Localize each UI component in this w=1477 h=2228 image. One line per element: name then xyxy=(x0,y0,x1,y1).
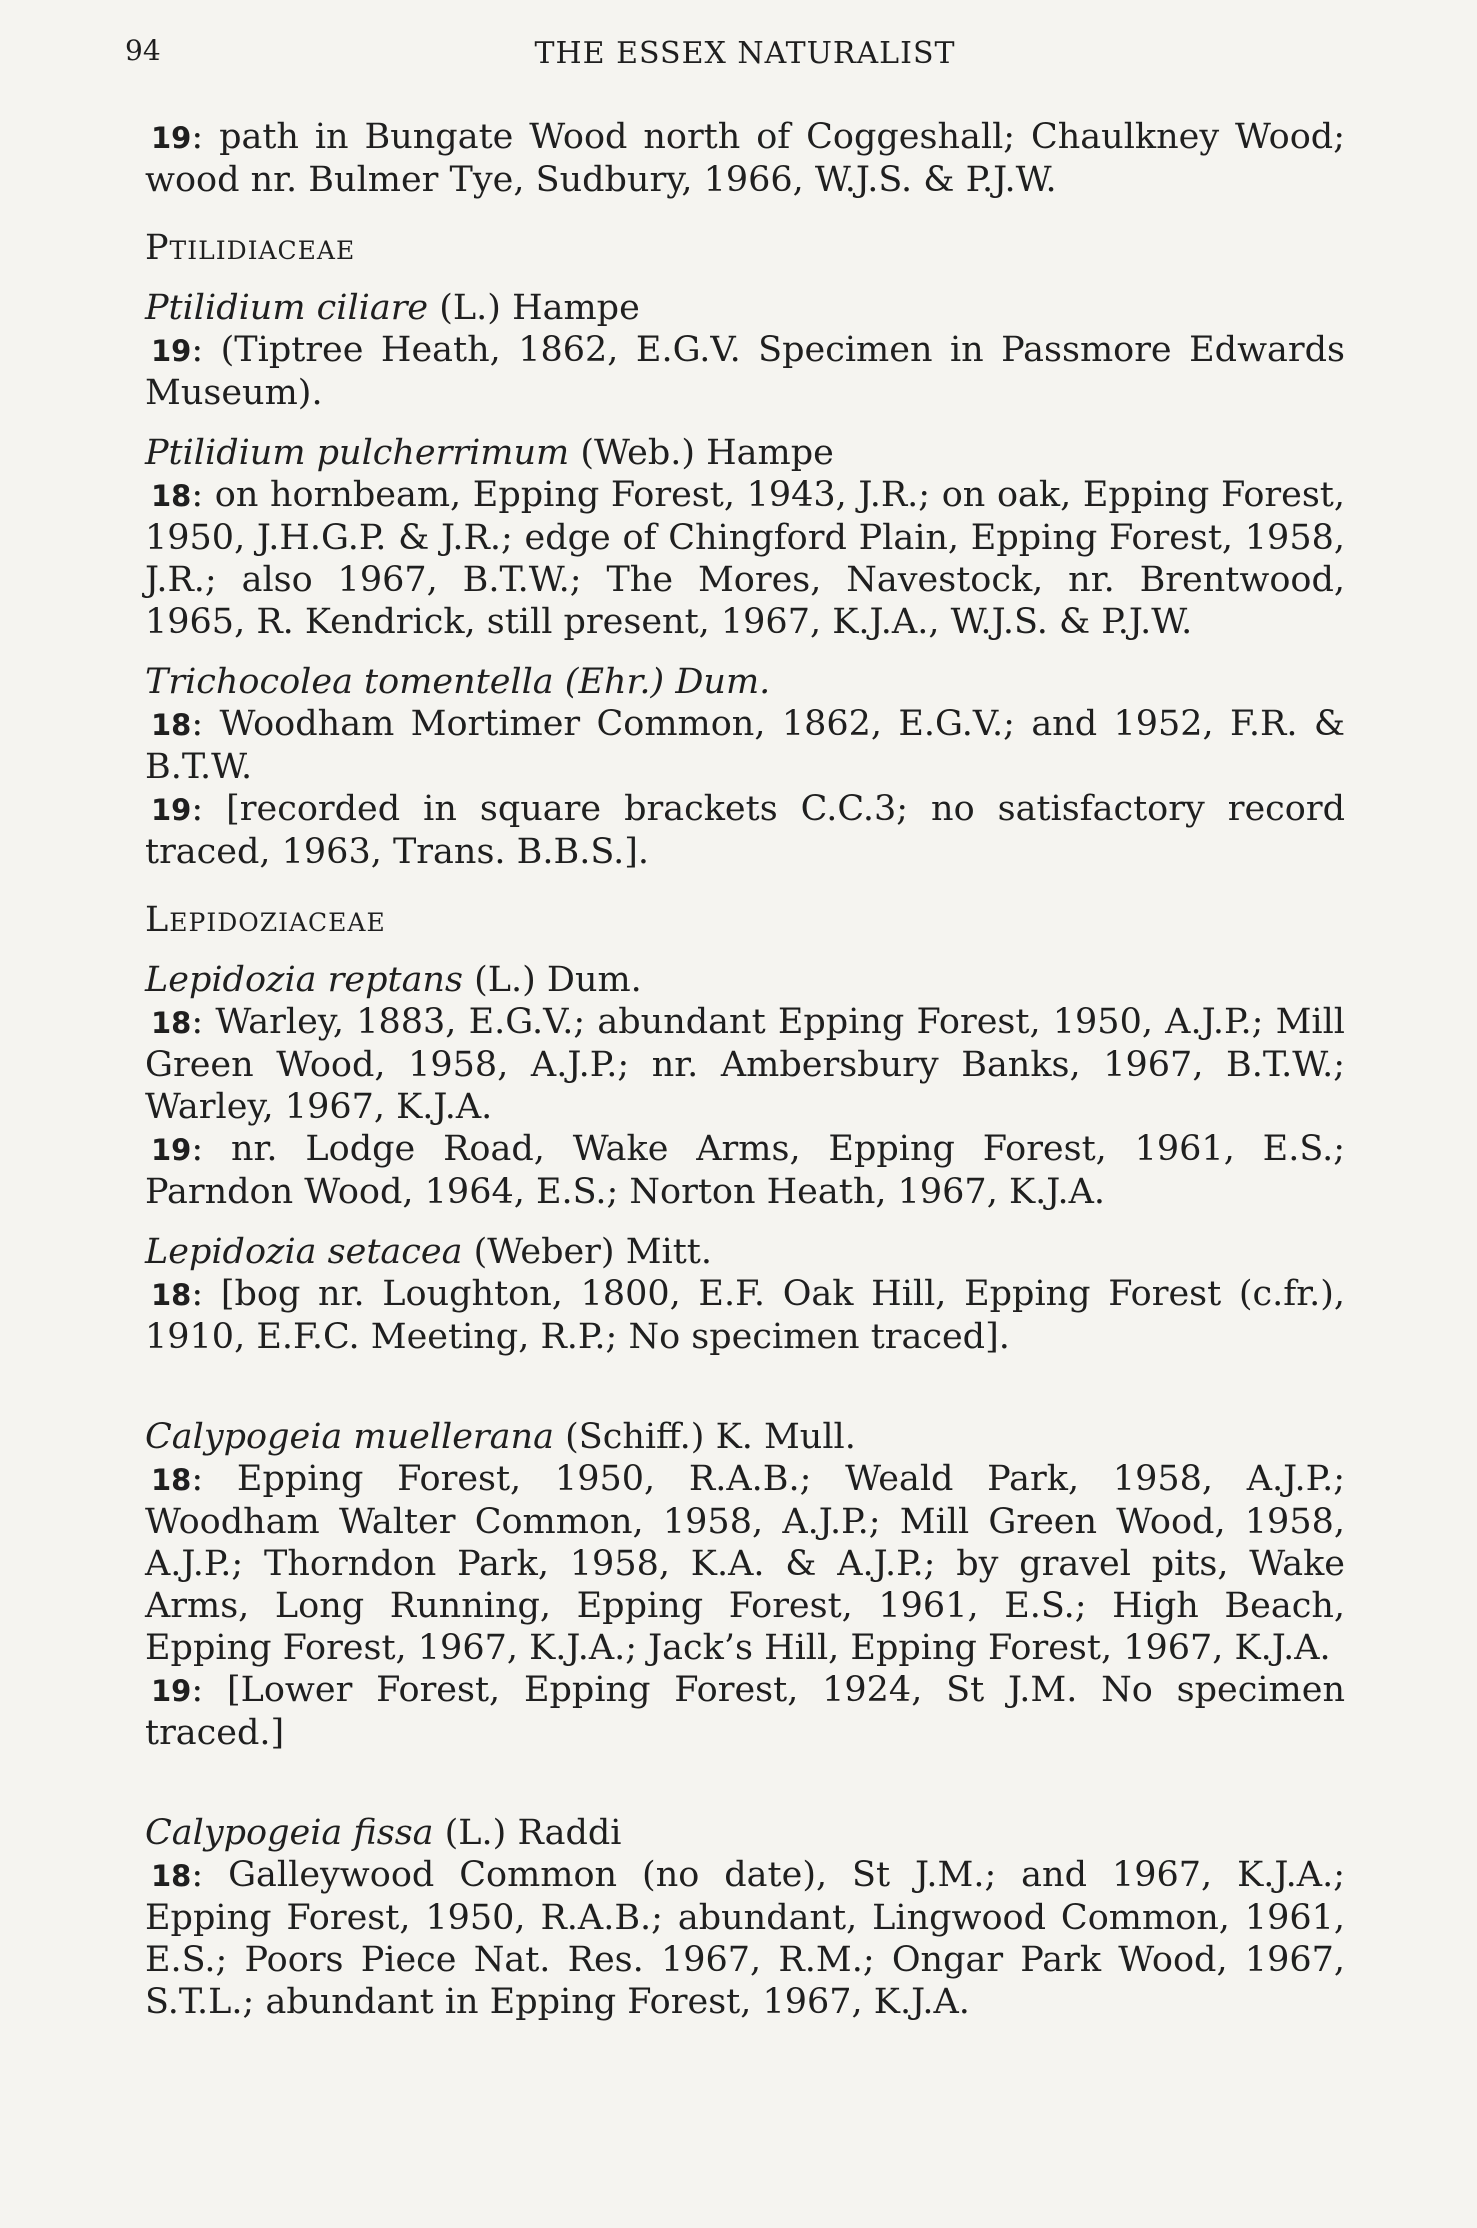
species-author: (Weber) Mitt. xyxy=(462,1232,712,1272)
species-author: (L.) Raddi xyxy=(433,1813,622,1853)
vice-county-number: 18 xyxy=(151,708,192,742)
running-title: THE ESSEX NATURALIST xyxy=(534,36,956,71)
record-text: : path in Bungate Wood north of Coggeshall; Chaulkney Wood; wood nr. Bulmer Tye, Sudbury, 1966, W.J.S. & P.J.W. xyxy=(145,117,1345,200)
species-heading xyxy=(145,1416,1345,1458)
record-entry xyxy=(145,1669,1345,1754)
species-heading xyxy=(145,287,1345,329)
record-entry xyxy=(145,1128,1345,1213)
species-name: Calypogeia muellerana xyxy=(145,1417,554,1457)
species-author: (L.) Hampe xyxy=(428,288,640,328)
record-text: : Warley, 1883, E.G.V.; abundant Epping Forest, 1950, A.J.P.; Mill Green Wood, 1958, A.J.P.; nr. Ambersbury Banks, 1967, B.T.W.; Warley, 1967, K.J.A. xyxy=(145,1002,1345,1127)
record-entry xyxy=(145,329,1345,414)
species-name: Lepidozia reptans xyxy=(145,960,463,1000)
vice-county-number: 18 xyxy=(151,1859,192,1893)
record-entry xyxy=(145,474,1345,643)
vice-county-number: 19 xyxy=(151,1133,192,1167)
vice-county-number: 19 xyxy=(151,121,192,155)
record-entry xyxy=(145,1854,1345,2023)
family-heading: Lepidoziaceae xyxy=(145,900,386,940)
vice-county-number: 19 xyxy=(151,793,192,827)
record-entry xyxy=(145,1458,1345,1669)
page-body xyxy=(145,116,1345,2023)
species-name: Calypogeia fissa xyxy=(145,1813,434,1853)
vice-county-number: 18 xyxy=(151,479,192,513)
species-name: Ptilidium pulcherrimum xyxy=(145,433,570,473)
record-entry xyxy=(145,116,1345,201)
record-entry xyxy=(145,1273,1345,1358)
species-author: (L.) Dum. xyxy=(462,960,642,1000)
vice-county-number: 19 xyxy=(151,334,192,368)
vice-county-number: 18 xyxy=(151,1278,192,1312)
record-text: : Woodham Mortimer Common, 1862, E.G.V.; and 1952, F.R. & B.T.W. xyxy=(145,704,1345,787)
record-text: : [recorded in square brackets C.C.3; no satisfactory record traced, 1963, Trans. B.B.S.]. xyxy=(145,789,1345,872)
record-entry xyxy=(145,1001,1345,1128)
species-author: (Web.) Hampe xyxy=(569,433,834,473)
record-text: : [Lower Forest, Epping Forest, 1924, St J.M. No specimen traced.] xyxy=(145,1670,1345,1753)
species-heading xyxy=(145,1812,1345,1854)
record-text: : [bog nr. Loughton, 1800, E.F. Oak Hill, Epping Forest (c.fr.), 1910, E.F.C. Meeting, R.P.; No specimen traced]. xyxy=(145,1274,1345,1357)
record-text: : on hornbeam, Epping Forest, 1943, J.R.; on oak, Epping Forest, 1950, J.H.G.P. & J.R.; edge of Chingford Plain, Epping Forest, 1958, J.R.; also 1967, B.T.W.; The Mores, Navestock, nr. Brentwood, 1965, R. Kendrick, still present, 1967, K.J.A., W.J.S. & P.J.W. xyxy=(145,475,1345,642)
record-entry xyxy=(145,703,1345,788)
vice-county-number: 19 xyxy=(151,1674,192,1708)
species-heading xyxy=(145,432,1345,474)
species-name: Lepidozia setacea xyxy=(145,1232,463,1272)
species-author: (Ehr.) Dum. xyxy=(553,662,771,702)
species-name: Ptilidium ciliare xyxy=(145,288,429,328)
species-heading xyxy=(145,1231,1345,1273)
family-heading: Ptilidiaceae xyxy=(145,228,356,268)
record-text: : (Tiptree Heath, 1862, E.G.V. Specimen in Passmore Edwards Museum). xyxy=(145,330,1345,413)
record-text: : nr. Lodge Road, Wake Arms, Epping Forest, 1961, E.S.; Parndon Wood, 1964, E.S.; Norton Heath, 1967, K.J.A. xyxy=(145,1129,1345,1212)
species-heading xyxy=(145,959,1345,1001)
record-entry xyxy=(145,788,1345,873)
vice-county-number: 18 xyxy=(151,1006,192,1040)
vice-county-number: 18 xyxy=(151,1463,192,1497)
species-name: Trichocolea tomentella xyxy=(145,662,554,702)
record-text: : Galleywood Common (no date), St J.M.; and 1967, K.J.A.; Epping Forest, 1950, R.A.B.; abundant, Lingwood Common, 1961, E.S.; Poors Piece Nat. Res. 1967, R.M.; Ongar Park Wood, 1967, S.T.L.; abundant in Epping Forest, 1967, K.J.A. xyxy=(145,1855,1345,2022)
species-heading xyxy=(145,661,1345,703)
page-header xyxy=(125,30,1345,74)
record-text: : Epping Forest, 1950, R.A.B.; Weald Park, 1958, A.J.P.; Woodham Walter Common, 1958, A.J.P.; Mill Green Wood, 1958, A.J.P.; Thorndon Park, 1958, K.A. & A.J.P.; by gravel pits, Wake Arms, Long Running, Epping Forest, 1961, E.S.; High Beach, Epping Forest, 1967, K.J.A.; Jack’s Hill, Epping Forest, 1967, K.J.A. xyxy=(145,1459,1345,1668)
page-number: 94 xyxy=(125,34,161,67)
species-author: (Schiff.) K. Mull. xyxy=(553,1417,856,1457)
